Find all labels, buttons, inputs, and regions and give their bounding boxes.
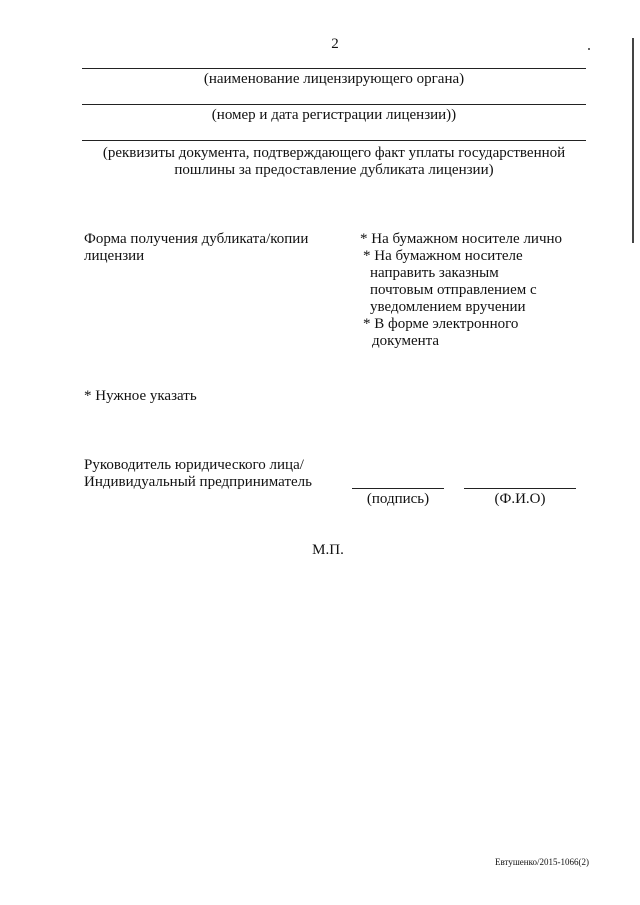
option-line: направить заказным (370, 265, 499, 281)
payment-caption-line-2: пошлины за предоставление дубликата лицензии) (174, 162, 494, 178)
stamp-place: М.П. (312, 542, 344, 558)
licensing-authority-line (82, 68, 586, 69)
option-electronic (363, 316, 590, 350)
option-line: * В форме электронного (363, 316, 519, 332)
signature-caption: (подпись) (366, 491, 430, 507)
form-of-receipt-label (84, 231, 344, 265)
license-number-caption: (номер и дата регистрации лицензии)) (211, 107, 457, 123)
option-paper-in-person (360, 231, 590, 248)
license-number-line (82, 104, 586, 105)
licensing-authority-caption: (наименование лицензирующего органа) (203, 71, 465, 87)
footer-code: Евтушенко/2015-1066(2) (495, 857, 589, 867)
role-line-2: Индивидуальный предприниматель (84, 474, 312, 490)
option-line: * На бумажном носителе лично (360, 231, 563, 247)
option-paper-by-mail (363, 248, 590, 316)
payment-document-caption (82, 145, 586, 179)
signature-line (352, 488, 444, 489)
name-caption: (Ф.И.О) (494, 491, 546, 507)
payment-caption-line-1: (реквизиты документа, подтверждающего факт уплаты государственной (102, 145, 566, 161)
option-line: почтовым отправлением с (370, 282, 537, 298)
scan-edge-mark (632, 38, 634, 243)
scan-speck (588, 48, 590, 50)
option-line: * На бумажном носителе (363, 248, 523, 264)
option-line: уведомлением вручении (370, 299, 526, 315)
form-options (360, 231, 590, 350)
page-number: 2 (331, 36, 339, 52)
form-label-line-2: лицензии (84, 248, 145, 264)
signatory-role (84, 457, 354, 491)
form-label-line-1: Форма получения дубликата/копии (84, 231, 309, 247)
role-line-1: Руководитель юридического лица/ (84, 457, 304, 473)
required-note: * Нужное указать (84, 388, 197, 404)
name-line (464, 488, 576, 489)
payment-document-line (82, 140, 586, 141)
option-line: документа (372, 333, 440, 349)
